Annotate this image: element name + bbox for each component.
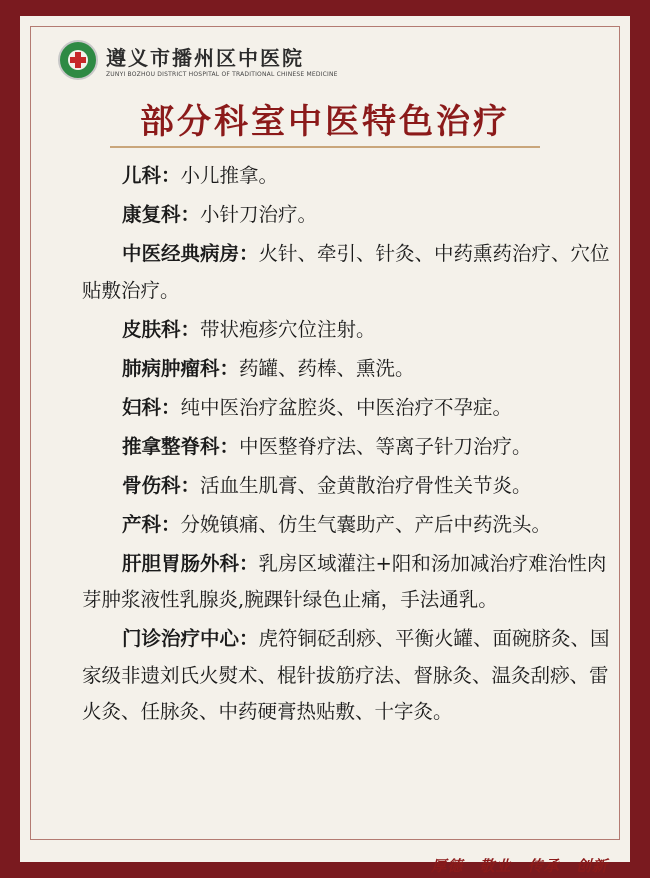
department-name: 康复科：	[122, 203, 201, 226]
department-entry	[82, 621, 612, 731]
department-name: 中医经典病房：	[122, 242, 259, 265]
hospital-name-en: ZUNYI BOZHOU DISTRICT HOSPITAL OF TRADITIONAL CHINESE MEDICINE	[106, 71, 338, 78]
department-name: 肺病肿瘤科：	[122, 356, 240, 380]
poster-frame	[20, 16, 630, 862]
treatment-text: 活血生肌膏、金黄散治疗骨性关节炎。	[200, 473, 532, 497]
department-entry	[82, 546, 612, 619]
department-entry	[82, 351, 612, 388]
title-divider	[110, 146, 540, 148]
hospital-header	[58, 40, 358, 84]
department-entry	[82, 158, 612, 195]
treatment-text: 小针刀治疗。	[200, 203, 318, 226]
department-name: 皮肤科：	[122, 317, 201, 341]
treatment-text: 分娩镇痛、仿生气囊助产、产后中药洗头。	[180, 512, 552, 536]
treatment-text: 药罐、药棒、熏洗。	[239, 356, 415, 380]
department-entry	[82, 468, 612, 505]
motto-word: 传承	[527, 857, 560, 875]
department-entry	[82, 197, 612, 234]
treatment-text: 火针、牵引、针灸、中药熏药治疗、穴位贴敷治疗。	[82, 242, 610, 302]
department-name: 妇科：	[122, 395, 181, 419]
motto-word: 敬业	[479, 857, 512, 875]
department-name: 产科：	[122, 512, 181, 536]
motto-word: 厚德	[431, 857, 464, 875]
treatment-text: 小儿推拿。	[180, 164, 279, 187]
department-name: 门诊治疗中心：	[122, 627, 259, 650]
motto-footer	[421, 855, 608, 876]
department-list	[82, 158, 612, 733]
department-entry	[82, 429, 612, 466]
department-name: 儿科：	[122, 164, 181, 187]
department-name: 骨伤科：	[122, 473, 201, 497]
department-entry	[82, 507, 612, 544]
treatment-text: 中医整脊疗法、等离子针刀治疗。	[239, 434, 532, 458]
treatment-text: 纯中医治疗盆腔炎、中医治疗不孕症。	[180, 395, 513, 419]
treatment-text: 虎符铜砭刮痧、平衡火罐、面碗脐灸、国家级非遗刘氏火熨术、棍针拔筋疗法、督脉灸、温灸刮痧、雷火灸、任脉灸、中药硬膏热贴敷、十字灸。	[82, 627, 610, 723]
department-entry	[82, 236, 612, 309]
treatment-text: 乳房区域灌注+阳和汤加减治疗难治性肉芽肿浆液性乳腺炎,腕踝针绿色止痛，手法通乳。	[82, 551, 607, 611]
department-entry	[82, 312, 612, 349]
department-entry	[82, 390, 612, 427]
hospital-logo-icon	[58, 40, 98, 80]
page-title: 部分科室中医特色治疗	[140, 102, 510, 142]
department-name: 肝胆胃肠外科：	[122, 551, 259, 575]
hospital-name: 遵义市播州区中医院	[106, 46, 304, 70]
motto-word: 创新	[575, 857, 608, 875]
department-name: 推拿整脊科：	[122, 434, 240, 458]
treatment-text: 带状疱疹穴位注射。	[200, 317, 376, 341]
